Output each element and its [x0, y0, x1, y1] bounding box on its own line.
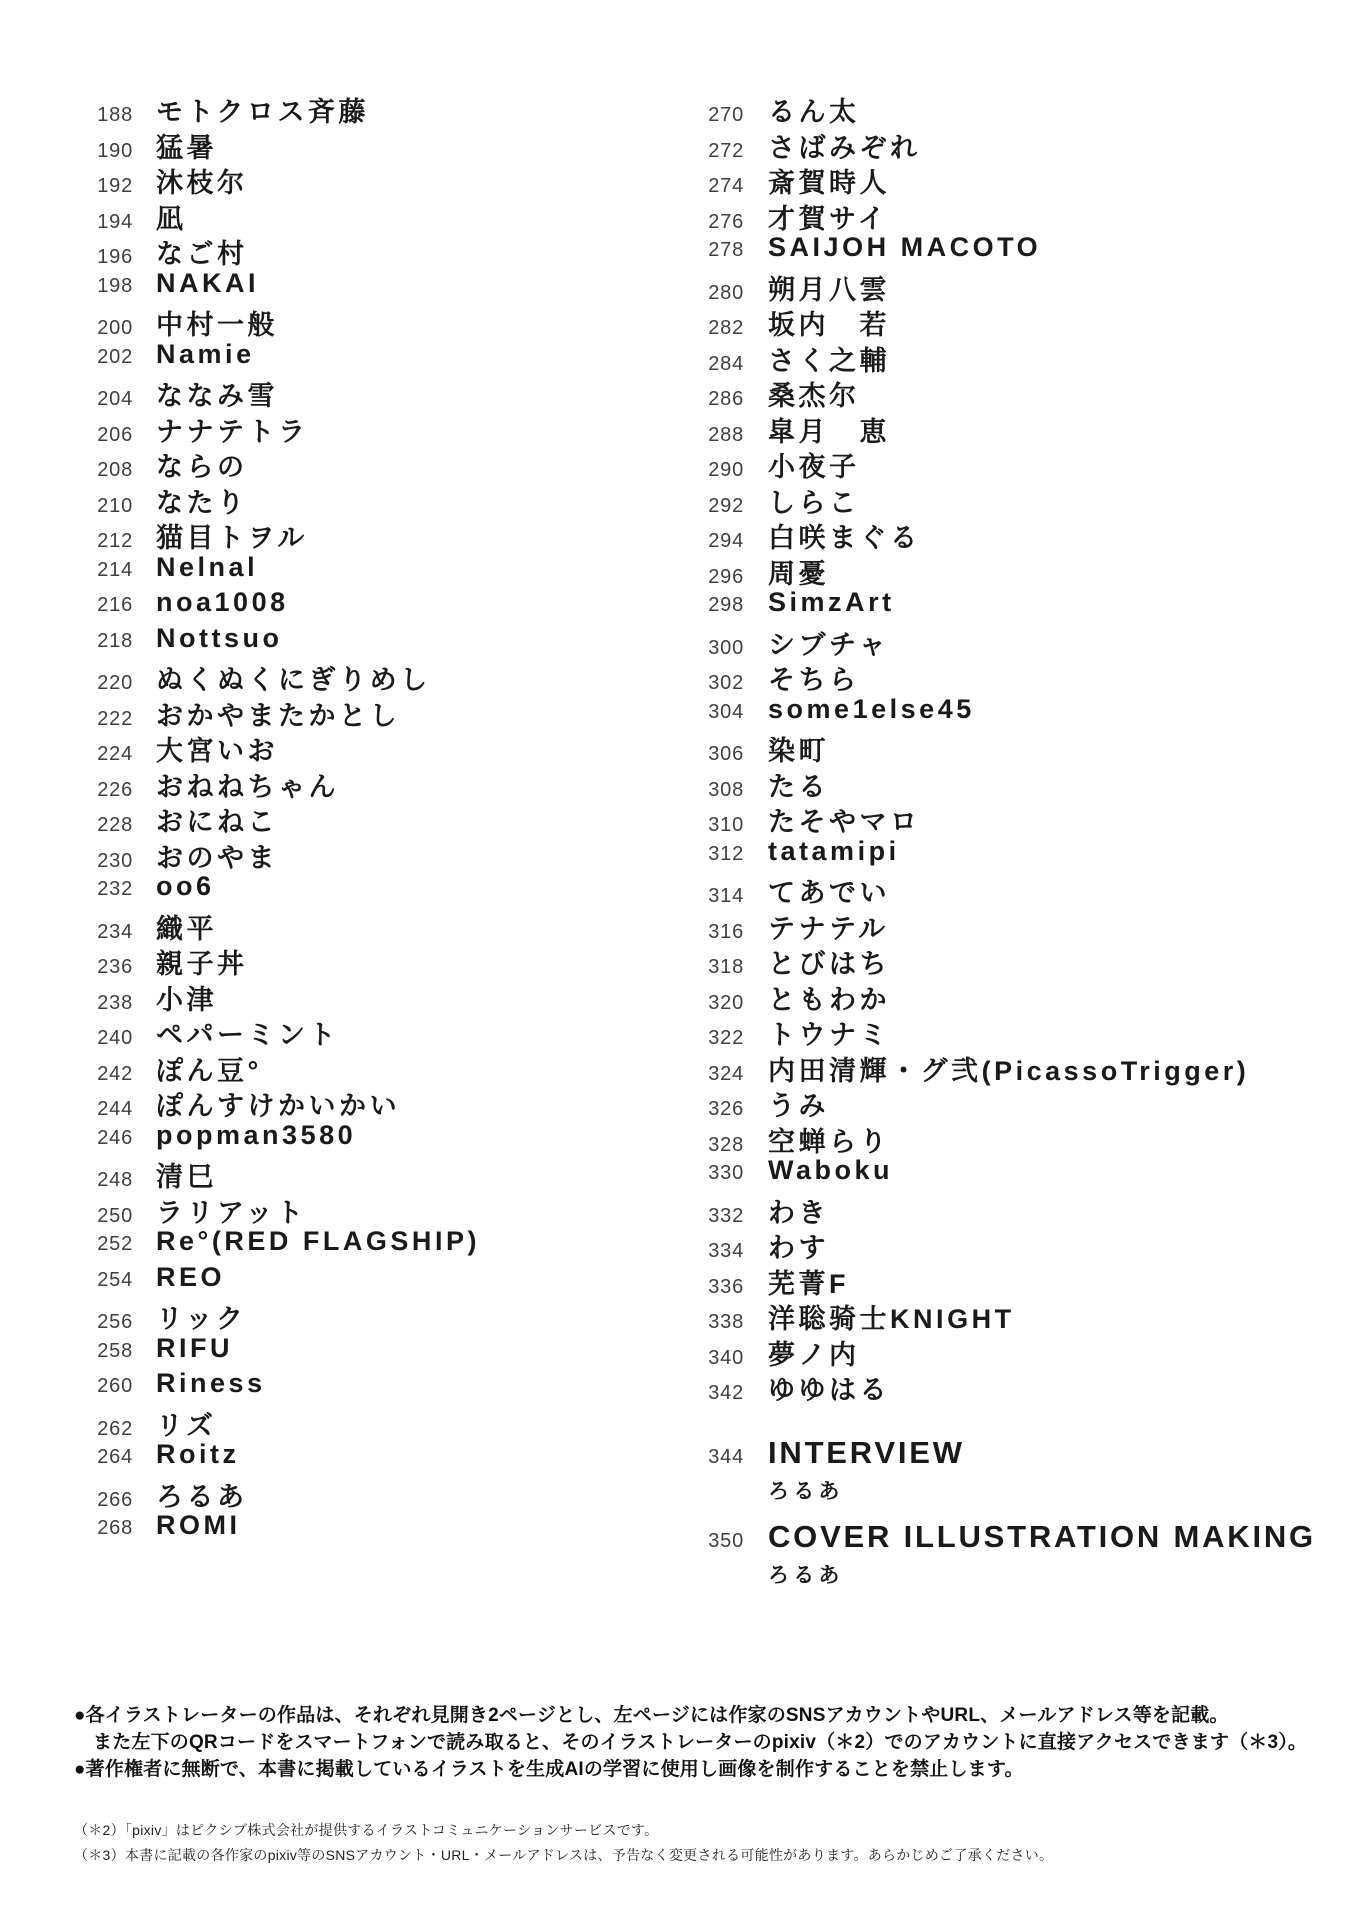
toc-entry-name: ペパーミント [156, 1020, 340, 1050]
toc-entry-page-number: 244 [97, 1098, 133, 1120]
footer-footnotes [74, 1818, 1324, 1867]
toc-entry-name: トウナミ [768, 1020, 891, 1050]
toc-entry [0, 871, 480, 907]
toc-entry [611, 942, 1249, 978]
toc-entry-name: ななみ雪 [156, 381, 279, 411]
toc-entry-page-number: 350 [708, 1530, 744, 1552]
toc-entry-name: ならの [156, 452, 248, 482]
toc-entry-name: たそやマロ [768, 807, 921, 837]
notice-line: ●著作権者に無断で、本書に掲載しているイラストを生成AIの学習に使用し画像を制作することを禁止します。 [74, 1759, 1024, 1780]
toc-entry-name: 皐月 恵 [768, 416, 891, 447]
toc-entry-page-number: 238 [97, 991, 133, 1014]
toc-entry [611, 552, 1249, 588]
toc-entry-name: たる [768, 771, 830, 802]
toc-entry-page-number: 304 [708, 700, 744, 723]
toc-entry [0, 1297, 480, 1333]
toc-entry-name: 坂内 若 [768, 310, 891, 340]
toc-entry [611, 1120, 1249, 1156]
toc-entry-page-number: 274 [708, 175, 744, 197]
toc-entry [611, 1226, 1249, 1262]
toc-entry [611, 871, 1249, 907]
toc-entry-name: 小津 [156, 984, 218, 1015]
toc-entry-name: テナテル [768, 913, 889, 944]
toc-entry [611, 445, 1249, 481]
toc-entry-page-number: 262 [97, 1417, 133, 1440]
toc-entry-name: 夢ノ内 [768, 1339, 860, 1370]
toc-entry [0, 587, 480, 623]
toc-entry-name: 大宮いお [156, 736, 279, 766]
toc-entry-name: わす [768, 1233, 830, 1263]
toc-entry [0, 836, 480, 872]
toc-entry-page-number: 194 [97, 210, 133, 233]
toc-entry-name: 小夜子 [768, 452, 860, 482]
toc-entry-name: 清巳 [156, 1162, 218, 1192]
toc-entry-name: てあでい [768, 878, 891, 908]
toc-entry-page-number: 198 [97, 274, 133, 297]
toc-entry-name: シブチャ [768, 629, 890, 660]
toc-entry [611, 410, 1249, 446]
toc-entry [0, 765, 480, 801]
toc-entry-page-number: 340 [708, 1346, 744, 1369]
toc-entry [611, 303, 1249, 339]
section-body [768, 1520, 1316, 1589]
toc-entry-page-number: 306 [708, 743, 744, 765]
toc-entry-page-number: 268 [97, 1517, 133, 1539]
toc-entry-page-number: 220 [97, 672, 133, 694]
toc-entry-name: ゆゆはる [768, 1375, 891, 1405]
toc-entry [0, 658, 480, 694]
toc-entry-name: Riness [156, 1368, 266, 1398]
toc-entry-page-number: 324 [708, 1062, 744, 1085]
toc-entry [0, 90, 480, 126]
toc-entry [611, 161, 1249, 197]
toc-entry [611, 1297, 1249, 1333]
toc-entry-page-number: 342 [708, 1382, 744, 1404]
toc-entry [611, 197, 1249, 233]
section-title: COVER ILLUSTRATION MAKING [768, 1519, 1316, 1554]
toc-entry-name: ぬくぬくにぎりめし [156, 665, 431, 695]
toc-entry [0, 339, 480, 375]
toc-entry-name: おかやまたかとし [156, 700, 401, 731]
toc-left-column [0, 90, 480, 1546]
notice-line: また左下のQRコードをスマートフォンで読み取ると、そのイラストレーターのpixiv（＊2）でのアカウントに直接アクセスできます（＊3）。 [93, 1732, 1308, 1753]
toc-entry [611, 339, 1249, 375]
toc-section-interview [611, 1436, 965, 1505]
toc-entry-page-number: 280 [708, 281, 744, 304]
toc-entry [0, 303, 480, 339]
toc-entry-name: NAKAI [156, 267, 260, 298]
toc-entry-name: モトクロス斉藤 [156, 97, 370, 127]
notice-line: ●各イラストレーターの作品は、それぞれ見開き2ページとし、左ページには作家のSNSアカウントやURL、メールアドレス等を記載。 [74, 1705, 1229, 1726]
toc-entry [611, 836, 1249, 872]
toc-entry-page-number: 200 [97, 317, 133, 339]
toc-entry [611, 1368, 1249, 1404]
section-subtitle: ろるあ [768, 1480, 844, 1503]
toc-entry [611, 481, 1249, 517]
toc-entry [0, 516, 480, 552]
footer-notice [74, 1702, 1324, 1783]
toc-entry-name: うみ [768, 1091, 830, 1121]
toc-entry-name: ぽんすけかいかい [156, 1091, 401, 1121]
toc-entry-page-number: 226 [97, 778, 133, 801]
toc-entry [0, 232, 480, 268]
toc-entry [611, 1013, 1249, 1049]
footnote-line: （＊3）本書に記載の各作家のpixiv等のSNSアカウント・URL・メールアドレスは、予告なく変更される可能性があります。あらかじめご了承ください。 [74, 1846, 1054, 1863]
toc-section-cover-making [611, 1520, 1316, 1589]
toc-entry-name: 織平 [156, 913, 218, 944]
toc-entry [611, 658, 1249, 694]
toc-entry-name: SAIJOH MACOTO [768, 232, 1042, 262]
toc-entry-page-number: 248 [97, 1169, 133, 1191]
toc-entry-name: 芜菁F [768, 1268, 850, 1299]
toc-entry-page-number: 236 [97, 956, 133, 978]
toc-entry [611, 232, 1249, 268]
toc-entry [0, 374, 480, 410]
toc-entry [0, 1368, 480, 1404]
toc-entry-page-number: 228 [97, 814, 133, 836]
toc-entry-name: RIFU [156, 1332, 234, 1363]
toc-entry-name: ろるあ [156, 1481, 248, 1512]
toc-entry-page-number: 332 [708, 1204, 744, 1227]
toc-entry [0, 197, 480, 233]
toc-entry-page-number: 224 [97, 743, 133, 765]
toc-entry [611, 978, 1249, 1014]
toc-entry-name: some1else45 [768, 693, 975, 724]
toc-entry-page-number: 344 [708, 1446, 744, 1468]
toc-entry-name: さばみぞれ [768, 132, 921, 163]
toc-entry-page-number: 336 [708, 1275, 744, 1298]
toc-entry-name: 猛暑 [156, 132, 218, 163]
toc-entry-name: REO [156, 1261, 226, 1292]
toc-entry [0, 552, 480, 588]
toc-entry-name: 朔月八雲 [768, 274, 891, 305]
toc-entry-name: ぽん豆° [156, 1055, 262, 1086]
toc-entry [611, 1084, 1249, 1120]
toc-entry-name: 桑杰尔 [768, 381, 860, 411]
toc-entry-page-number: 292 [708, 494, 744, 517]
toc-entry [0, 1333, 480, 1369]
toc-entry [0, 1439, 480, 1475]
toc-entry [0, 1262, 480, 1298]
toc-entry-name: おのやま [156, 842, 279, 873]
toc-entry [0, 623, 480, 659]
toc-entry-name: 中村一般 [156, 310, 279, 340]
toc-entry-name: 斎賀時人 [768, 168, 891, 198]
toc-entry [0, 907, 480, 943]
toc-entry [611, 126, 1249, 162]
toc-entry-page-number: 330 [708, 1162, 744, 1184]
toc-entry-page-number: 278 [708, 239, 744, 261]
toc-entry-name: しらこ [768, 487, 860, 518]
toc-entry-page-number: 234 [97, 920, 133, 943]
toc-entry-name: popman3580 [156, 1119, 357, 1150]
toc-entry-name: noa1008 [156, 587, 289, 617]
toc-entry [611, 1333, 1249, 1369]
toc-entry-name: 洋聡骑士KNIGHT [768, 1304, 1015, 1334]
toc-entry [0, 161, 480, 197]
toc-entry-page-number: 240 [97, 1027, 133, 1049]
toc-entry-page-number: 316 [708, 920, 744, 943]
toc-entry-page-number: 308 [708, 778, 744, 801]
toc-entry-page-number: 242 [97, 1062, 133, 1085]
toc-entry-name: Waboku [768, 1155, 894, 1185]
toc-entry-page-number: 216 [97, 594, 133, 616]
toc-entry [0, 1510, 480, 1546]
toc-entry-name: なたり [156, 487, 248, 518]
toc-entry-page-number: 312 [708, 842, 744, 865]
toc-right-column [611, 90, 1249, 1404]
toc-entry [611, 694, 1249, 730]
toc-entry-page-number: 256 [97, 1311, 133, 1333]
toc-entry-name: おにねこ [156, 807, 279, 837]
toc-entry-name: tatamipi [768, 835, 900, 866]
toc-entry [611, 90, 1249, 126]
toc-entry [611, 765, 1249, 801]
section-body [768, 1436, 965, 1505]
toc-entry [611, 1049, 1249, 1085]
toc-entry-page-number: 196 [97, 246, 133, 268]
toc-entry [611, 1191, 1249, 1227]
toc-entry-page-number: 294 [708, 530, 744, 552]
toc-entry-page-number: 284 [708, 352, 744, 375]
toc-entry-page-number: 188 [97, 104, 133, 126]
toc-entry-page-number: 252 [97, 1233, 133, 1255]
toc-entry-page-number: 296 [708, 565, 744, 588]
toc-entry-name: 染町 [768, 736, 830, 766]
toc-entry-name: SimzArt [768, 587, 895, 617]
toc-entry [0, 410, 480, 446]
toc-entry-name: 内田清輝・グ弐(PicassoTrigger) [768, 1055, 1250, 1086]
toc-entry [611, 516, 1249, 552]
toc-entry-name: ラリアット [156, 1197, 307, 1228]
toc-entry [0, 694, 480, 730]
toc-entry [611, 729, 1249, 765]
toc-entry-name: さく之輔 [768, 345, 891, 376]
toc-entry [0, 1049, 480, 1085]
toc-entry-page-number: 288 [708, 423, 744, 446]
toc-entry-page-number: 286 [708, 388, 744, 410]
toc-entry-page-number: 334 [708, 1240, 744, 1262]
toc-entry-page-number: 298 [708, 594, 744, 616]
toc-entry-page-number: 246 [97, 1126, 133, 1149]
toc-entry-page-number: 192 [97, 175, 133, 197]
toc-entry-name: とびはち [768, 949, 891, 979]
toc-entry-page-number: 276 [708, 210, 744, 233]
toc-entry [0, 1404, 480, 1440]
footnote-line: （＊2）「pixiv」はピクシブ株式会社が提供するイラストコミュニケーションサービスです。 [74, 1822, 659, 1838]
toc-entry-page-number: 264 [97, 1446, 133, 1468]
toc-entry [611, 623, 1249, 659]
toc-entry [0, 978, 480, 1014]
toc-entry-name: リック [156, 1304, 247, 1334]
toc-entry-name: わき [768, 1197, 830, 1228]
toc-entry-page-number: 266 [97, 1488, 133, 1511]
toc-entry [0, 1120, 480, 1156]
toc-entry-page-number: 338 [708, 1311, 744, 1333]
toc-entry-page-number: 302 [708, 672, 744, 694]
toc-entry-name: ともわか [768, 984, 891, 1015]
toc-entry-name: ROMI [156, 1510, 241, 1540]
toc-entry-page-number: 214 [97, 558, 133, 581]
toc-entry-name: 親子丼 [156, 949, 248, 979]
toc-entry-page-number: 300 [708, 636, 744, 659]
toc-entry [0, 481, 480, 517]
toc-entry-page-number: 210 [97, 494, 133, 517]
toc-entry [0, 1013, 480, 1049]
toc-entry-name: Nelnal [156, 551, 259, 582]
toc-entry [611, 907, 1249, 943]
toc-entry-name: Nottsuo [156, 622, 283, 653]
toc-entry-name: おねねちゃん [156, 771, 340, 802]
toc-entry-page-number: 318 [708, 956, 744, 978]
toc-entry-name: リズ [156, 1410, 217, 1441]
toc-entry-name: Roitz [156, 1439, 240, 1469]
toc-entry-name: なご村 [156, 239, 248, 269]
toc-entry [611, 1155, 1249, 1191]
toc-entry-page-number: 208 [97, 459, 133, 481]
toc-entry-page-number: 272 [708, 139, 744, 162]
toc-entry [611, 800, 1249, 836]
toc-entry-name: 才賀サイ [768, 203, 889, 234]
toc-entry [0, 1191, 480, 1227]
toc-entry [611, 268, 1249, 304]
toc-entry-page-number: 258 [97, 1339, 133, 1362]
toc-entry-page-number: 254 [97, 1268, 133, 1291]
toc-entry-page-number: 326 [708, 1098, 744, 1120]
toc-entry-page-number: 204 [97, 388, 133, 410]
toc-entry-name: Re°(RED FLAGSHIP) [156, 1226, 480, 1256]
section-title: INTERVIEW [768, 1435, 965, 1470]
toc-entry-page-number: 206 [97, 423, 133, 446]
toc-entry-name: Namie [156, 338, 255, 369]
toc-entry-page-number: 212 [97, 530, 133, 552]
toc-entry [0, 445, 480, 481]
toc-entry-page-number: 250 [97, 1204, 133, 1227]
toc-entry-name: そちら [768, 665, 860, 695]
toc-entry-name: 白咲まぐる [768, 523, 921, 553]
toc-entry-page-number: 218 [97, 629, 133, 652]
toc-entry-page-number: 282 [708, 317, 744, 339]
toc-entry [0, 800, 480, 836]
toc-entry-page-number: 232 [97, 878, 133, 900]
toc-entry-page-number: 260 [97, 1375, 133, 1397]
toc-entry-page-number: 230 [97, 849, 133, 872]
toc-entry-page-number: 190 [97, 139, 133, 162]
toc-entry-page-number: 270 [708, 104, 744, 126]
toc-entry-page-number: 328 [708, 1133, 744, 1156]
toc-entry-name: 猫目トヲル [156, 523, 308, 553]
section-subtitle: ろるあ [768, 1564, 844, 1587]
toc-entry-page-number: 290 [708, 459, 744, 481]
toc-entry-page-number: 310 [708, 814, 744, 836]
toc-entry [0, 268, 480, 304]
toc-entry [0, 1475, 480, 1511]
toc-entry [0, 729, 480, 765]
toc-entry [0, 1084, 480, 1120]
toc-entry-page-number: 320 [708, 991, 744, 1014]
toc-entry [0, 942, 480, 978]
toc-entry [0, 1226, 480, 1262]
toc-entry-name: るん太 [768, 97, 860, 127]
toc-entry-name: 凪 [156, 203, 187, 234]
toc-entry-page-number: 222 [97, 707, 133, 730]
toc-entry-name: ナナテトラ [156, 416, 309, 447]
toc-entry [611, 374, 1249, 410]
toc-entry [0, 126, 480, 162]
toc-entry-name: 周憂 [768, 558, 830, 589]
toc-entry-page-number: 322 [708, 1027, 744, 1049]
toc-entry-page-number: 314 [708, 885, 744, 907]
toc-entry-page-number: 202 [97, 345, 133, 368]
toc-entry [611, 587, 1249, 623]
toc-entry [611, 1262, 1249, 1298]
toc-entry-name: oo6 [156, 871, 215, 901]
toc-entry-name: 空蝉らり [768, 1126, 891, 1157]
toc-entry [0, 1155, 480, 1191]
toc-entry-name: 沐枝尔 [156, 168, 248, 198]
